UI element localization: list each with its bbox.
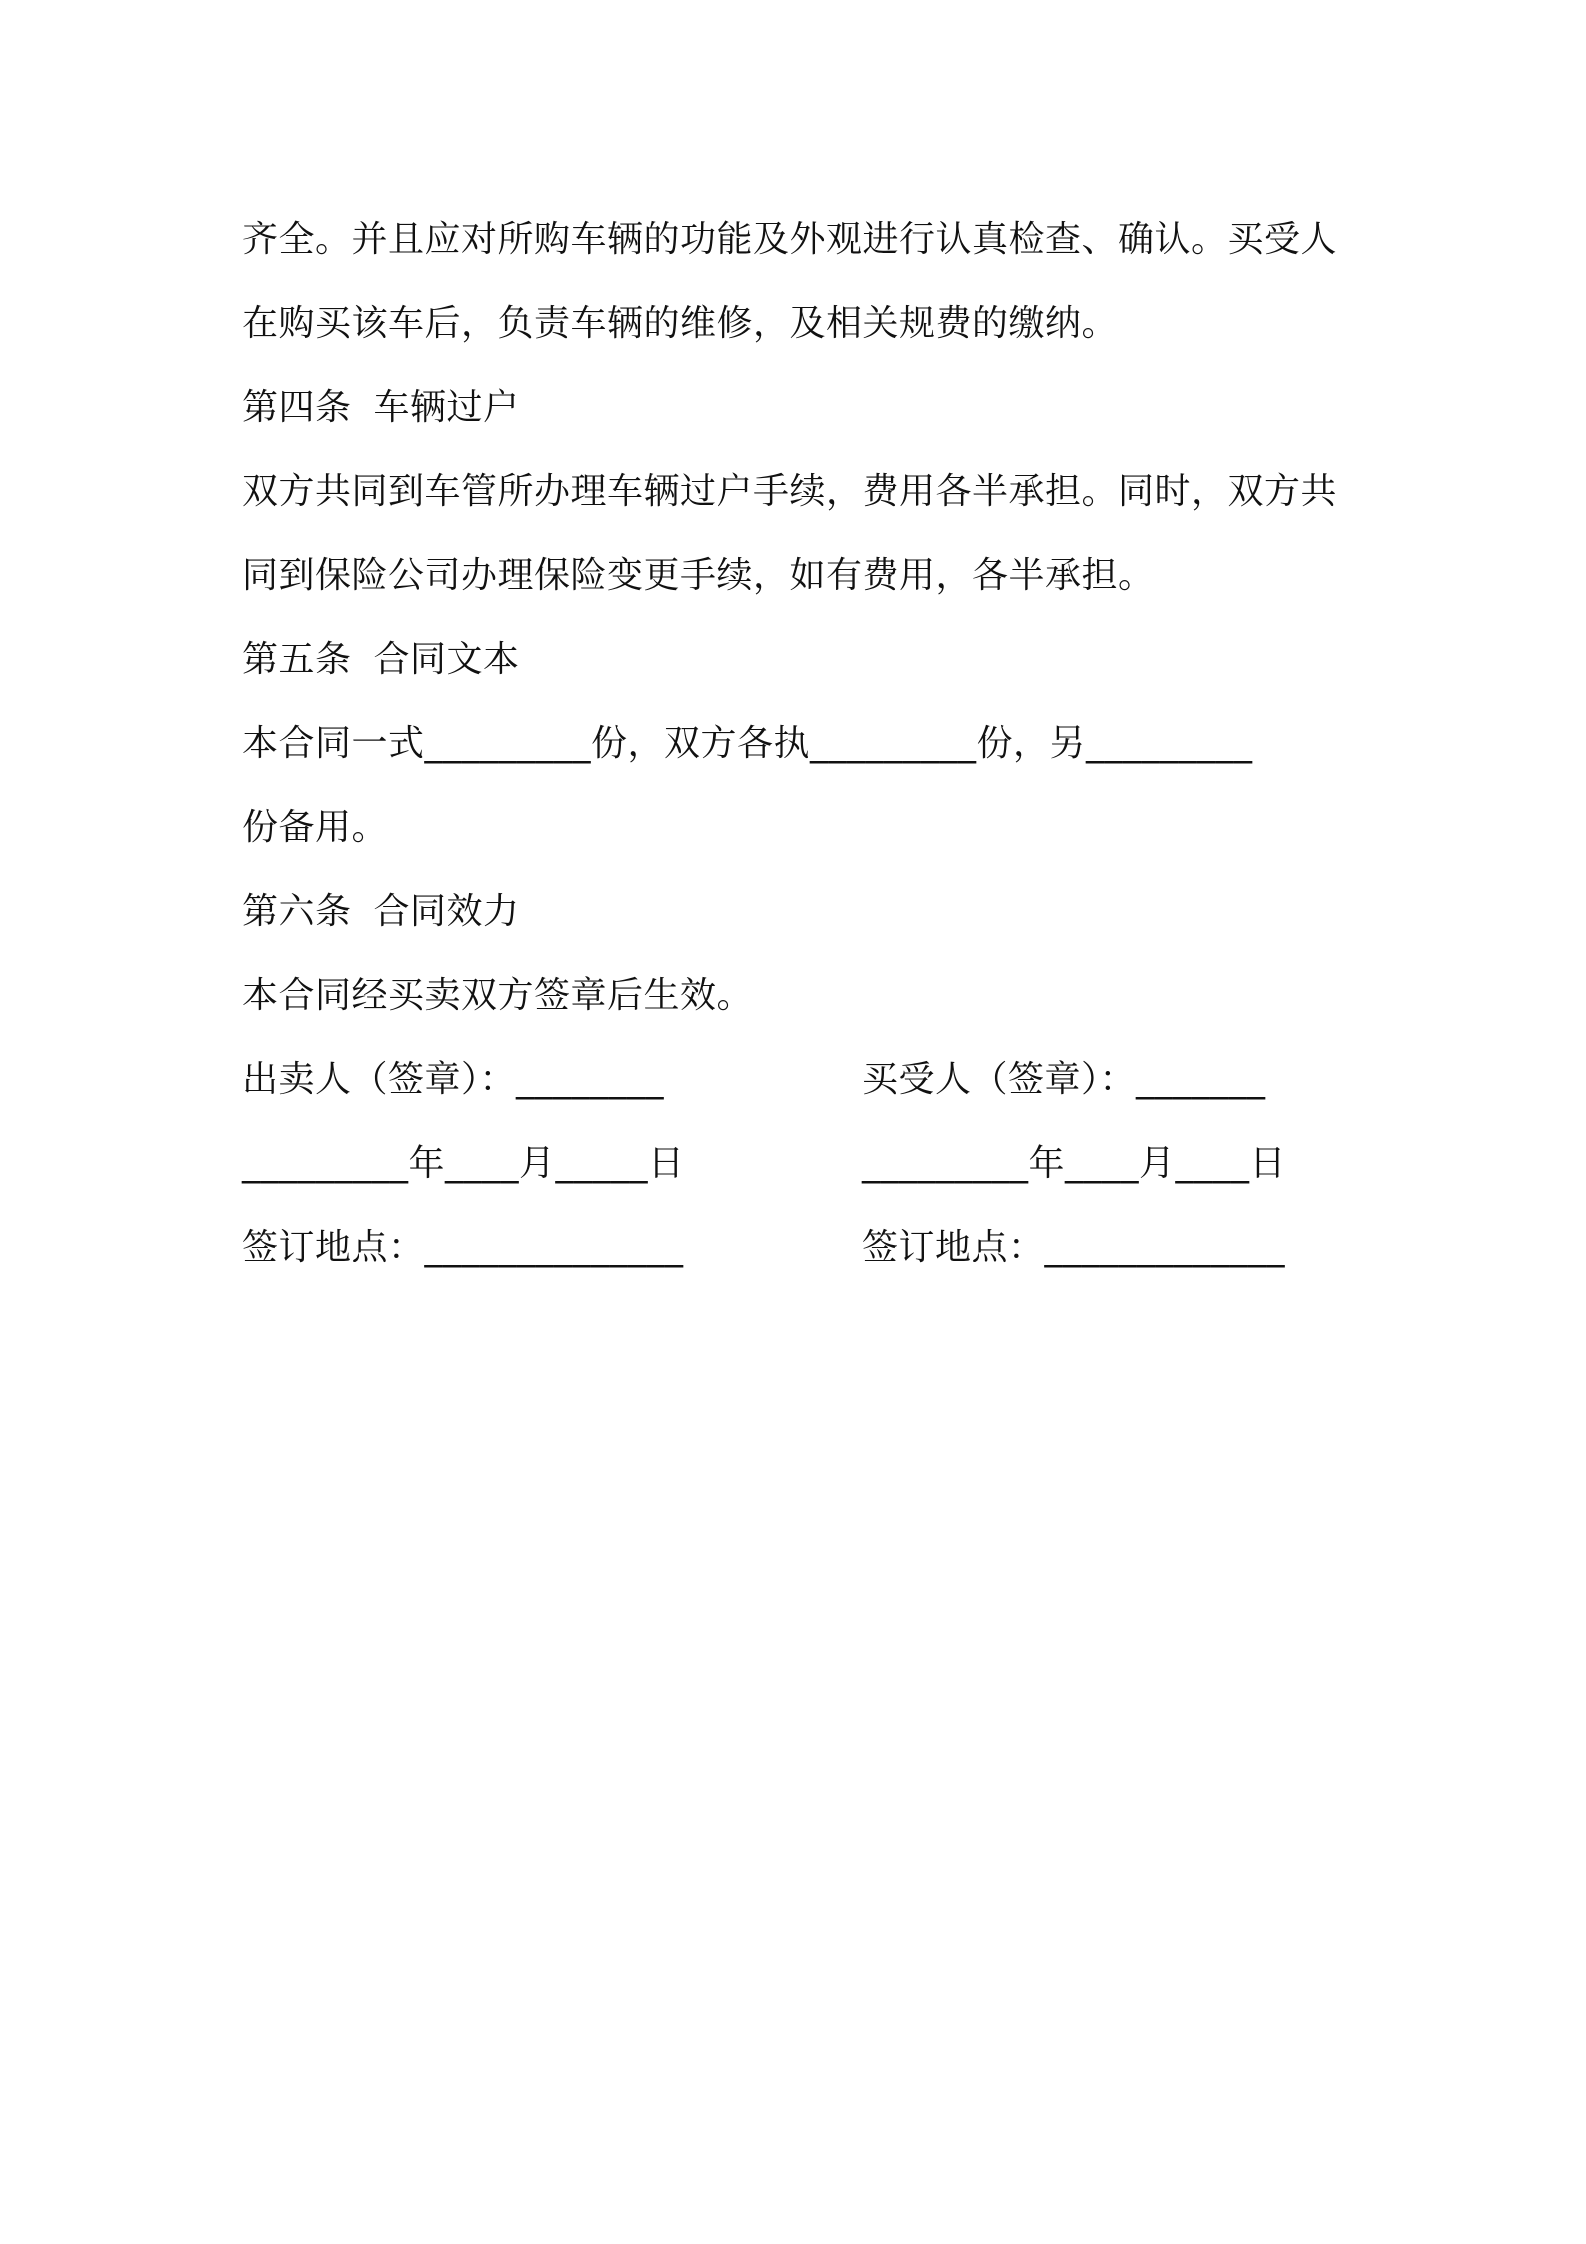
seller-signature-field: 出卖人（签章）：________ bbox=[242, 1059, 665, 1100]
article-6-title: 合同效力 bbox=[373, 891, 520, 932]
seller-date-field: _________年____月_____日 bbox=[242, 1143, 685, 1184]
buyer-date-field: _________年____月____日 bbox=[862, 1143, 1286, 1184]
article-5-heading bbox=[242, 618, 1362, 702]
article-5-text-line: 本合同一式_________份，双方各执_________份，另_________ bbox=[242, 723, 1253, 764]
article-6-text-line: 本合同经买卖双方签章后生效。 bbox=[242, 975, 754, 1016]
article-5-text-line: 份备用。 bbox=[242, 807, 389, 848]
article-4-title: 车辆过户 bbox=[373, 387, 520, 428]
article-4-text-line: 双方共同到车管所办理车辆过户手续，费用各半承担。同时，双方共 bbox=[242, 471, 1338, 512]
article-6-number: 第六条 bbox=[242, 891, 352, 932]
seller-place-field: 签订地点：______________ bbox=[242, 1227, 684, 1268]
article-6-heading bbox=[242, 870, 1362, 954]
paragraph-line: 齐全。并且应对所购车辆的功能及外观进行认真检查、确认。买受人 bbox=[242, 219, 1338, 260]
paragraph-line: 在购买该车后，负责车辆的维修，及相关规费的缴纳。 bbox=[242, 303, 1119, 344]
place-row bbox=[242, 1206, 1362, 1290]
buyer-place-field: 签订地点：_____________ bbox=[862, 1227, 1286, 1268]
article-5-number: 第五条 bbox=[242, 639, 352, 680]
article-4-heading bbox=[242, 366, 1362, 450]
article-4-number: 第四条 bbox=[242, 387, 352, 428]
document-body bbox=[242, 198, 1362, 1290]
article-5-title: 合同文本 bbox=[373, 639, 520, 680]
signature-row bbox=[242, 1038, 1362, 1122]
article-4-text-line: 同到保险公司办理保险变更手续，如有费用，各半承担。 bbox=[242, 555, 1155, 596]
date-row bbox=[242, 1122, 1362, 1206]
buyer-signature-field: 买受人（签章）：_______ bbox=[862, 1059, 1266, 1100]
